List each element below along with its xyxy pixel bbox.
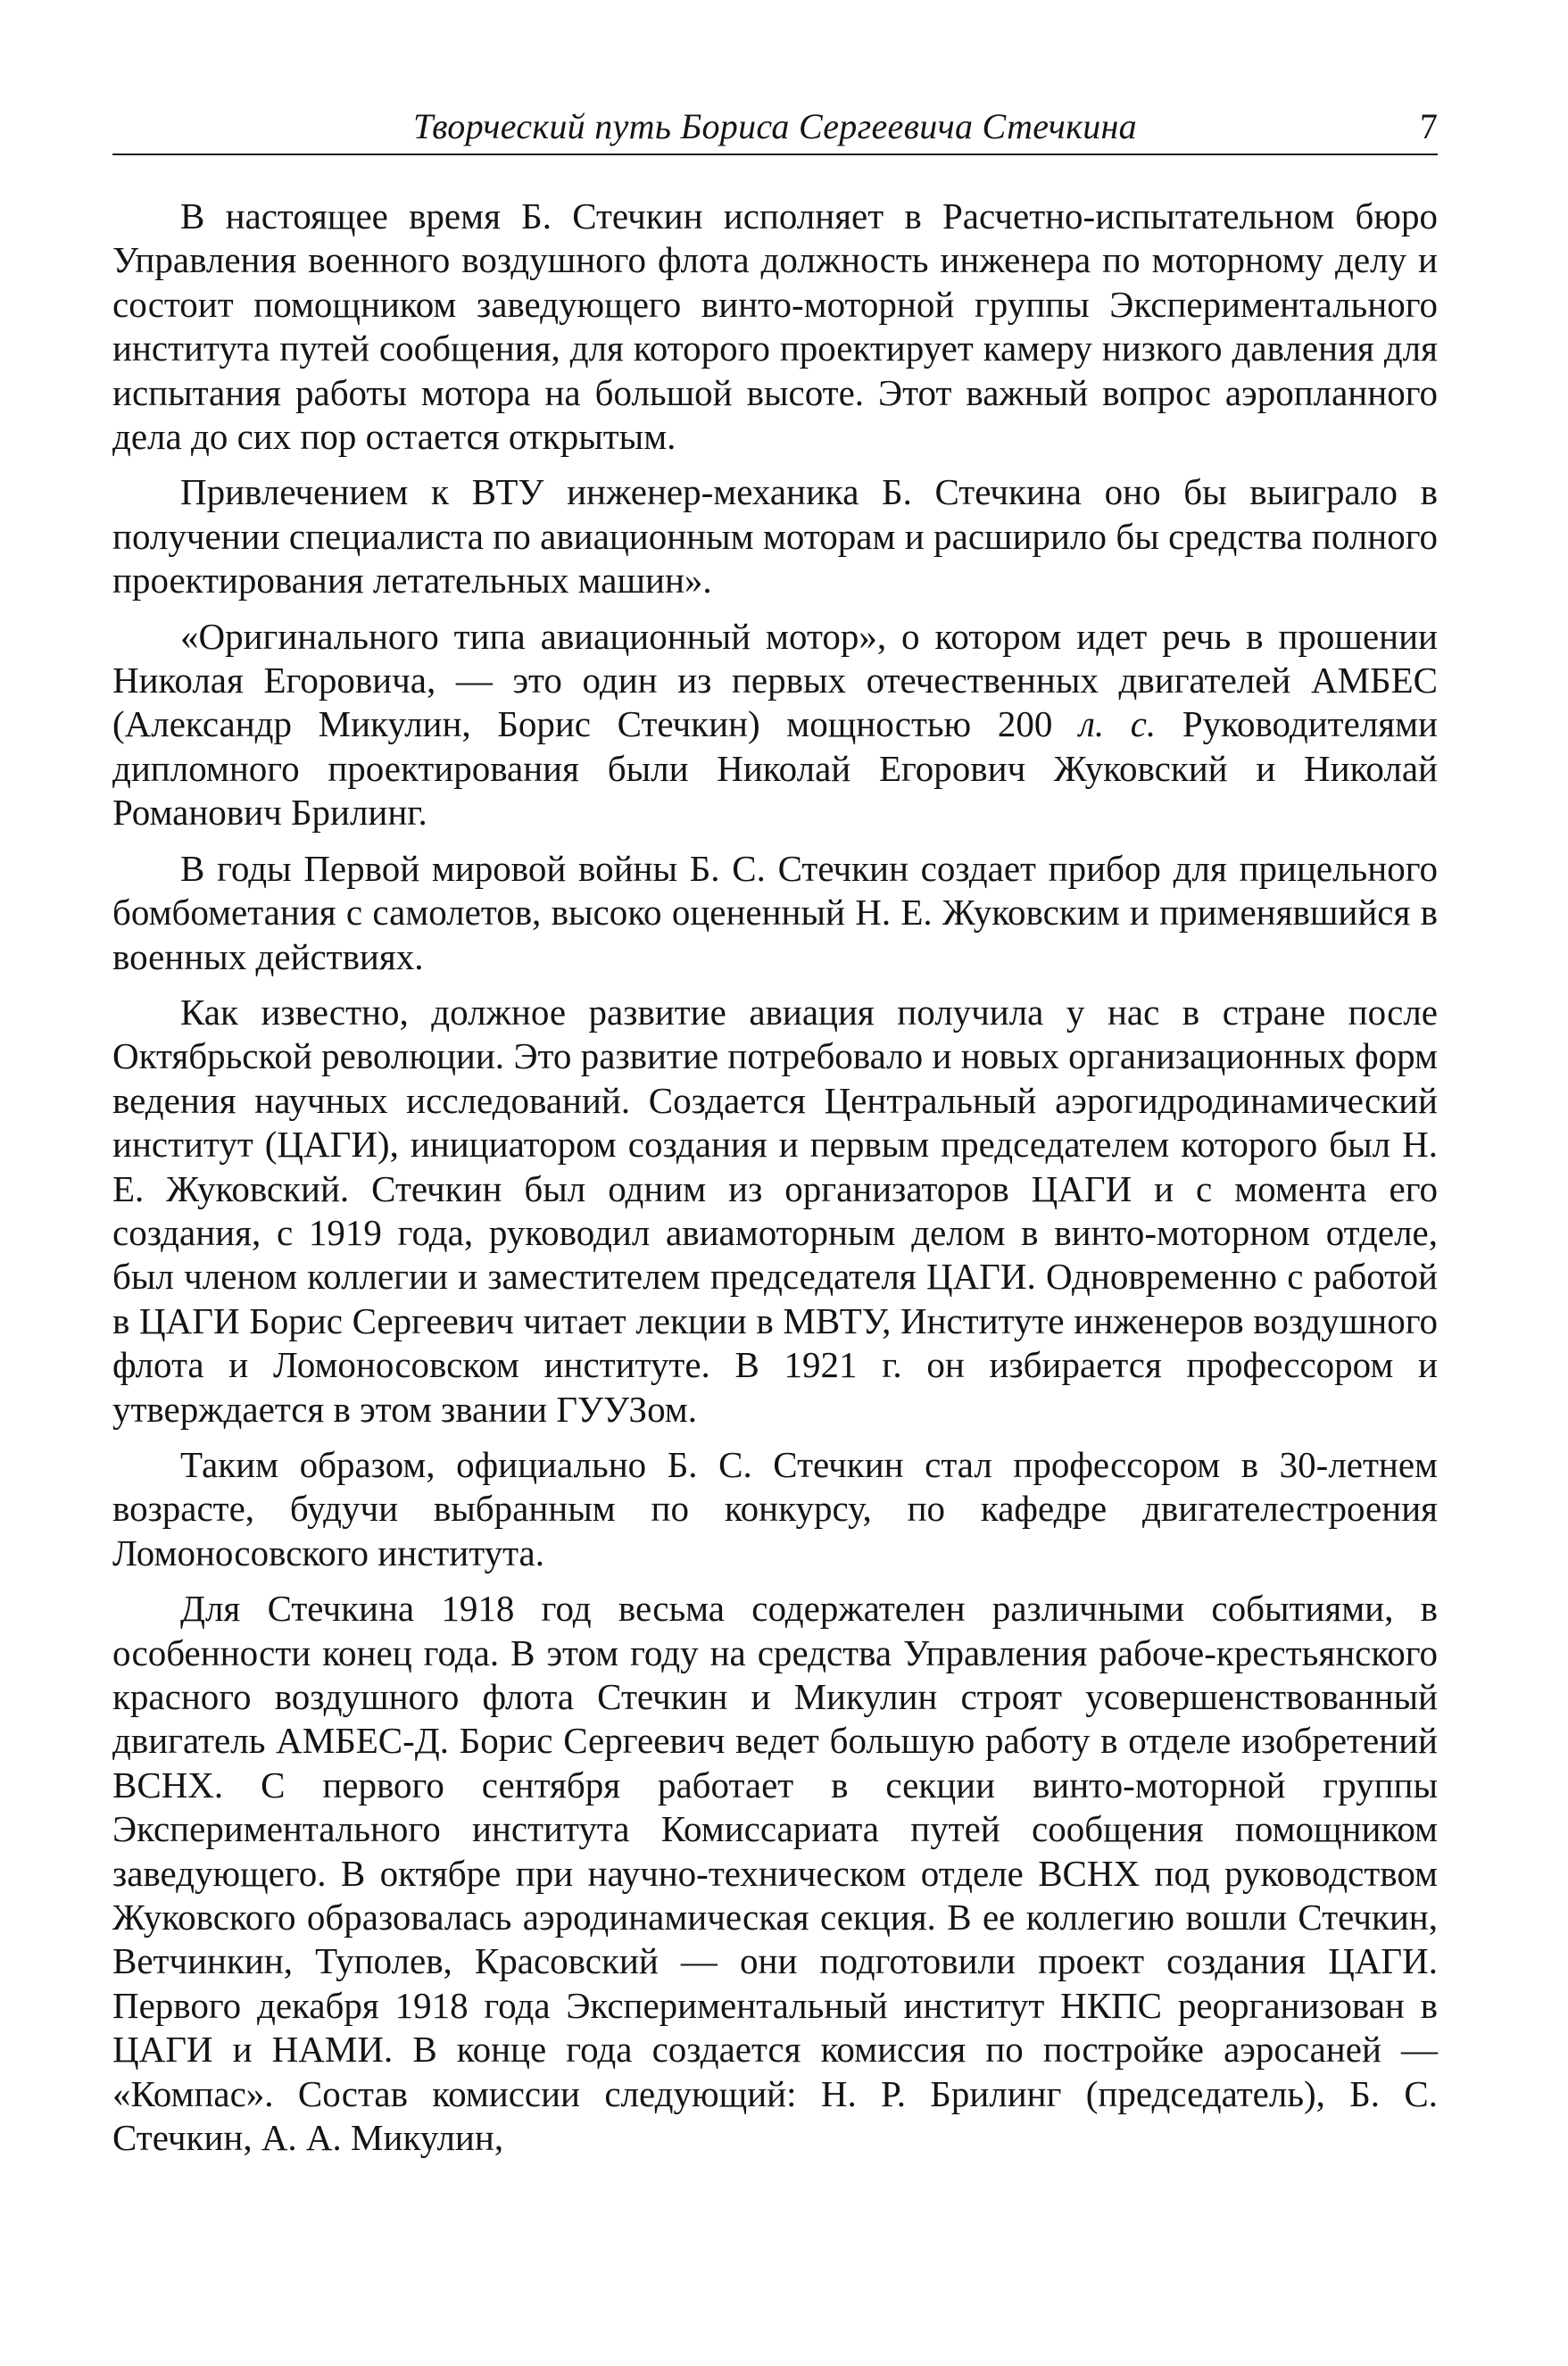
page-number: 7 bbox=[1420, 106, 1438, 146]
body-text bbox=[112, 195, 1438, 2160]
paragraph-3 bbox=[112, 615, 1438, 835]
paragraph-1: В настоящее время Б. Стечкин исполняет в Расчетно-испытательном бюро Управления военного воздушного флота должность инженера по моторному делу и состоит помощником заведующего винто-моторной группы Экспериментального института путей сообщения, для которого проектирует камеру низкого давления для испытания работы мотора на большой высоте. Этот важный вопрос аэропланного дела до сих пор остается открытым. bbox=[112, 195, 1438, 458]
paragraph-4: В годы Первой мировой войны Б. С. Стечкин создает прибор для прицельного бомбометания с самолетов, высоко оцененный Н. Е. Жуковским и применявшийся в военных действиях. bbox=[112, 847, 1438, 977]
paragraph-6: Таким образом, официально Б. С. Стечкин стал профессором в 30-летнем возрасте, будучи выбранным по конкурсу, по кафедре двигателестроения Ломоносовского института. bbox=[112, 1443, 1438, 1573]
book-page bbox=[112, 100, 1438, 2160]
running-title: Творческий путь Бориса Сергеевича Стечкина bbox=[413, 106, 1137, 146]
paragraph-3-part-2: Руководителями дипломного проектирования были Николай Егорович Жуковский и Николай Романович Брилинг. bbox=[112, 703, 1438, 834]
paragraph-7: Для Стечкина 1918 год весьма содержателен различными событиями, в особенности конец года. В этом году на средства Управления рабоче-крестьянского красного воздушного флота Стечкин и Микулин строят усовершенствованный двигатель АМБЕС-Д. Борис Сергеевич ведет большую работу в отделе изобретений ВСНХ. С первого сентября работает в секции винто-моторной группы Экспериментального института Комиссариата путей сообщения помощником заведующего. В октябре при научно-техническом отделе ВСНХ под руководством Жуковского образовалась аэродинамическая секция. В ее коллегию вошли Стечкин, Ветчинкин, Туполев, Красовский — они подготовили проект создания ЦАГИ. Первого декабря 1918 года Экспериментальный институт НКПС реорганизован в ЦАГИ и НАМИ. В конце года создается комиссия по постройке аэросаней — «Компас». Состав комиссии следующий: Н. Р. Брилинг (председатель), Б. С. Стечкин, А. А. Микулин, bbox=[112, 1588, 1438, 2159]
paragraph-3-part-1: «Оригинального типа авиационный мотор», о котором идет речь в прошении Николая Егоровича, — это один из первых отечественных двигателей АМБЕС (Александр Микулин, Борис Стечкин) мощностью 200 bbox=[112, 615, 1438, 745]
horsepower-unit: л. с. bbox=[1078, 703, 1157, 745]
running-header bbox=[112, 100, 1438, 155]
paragraph-5: Как известно, должное развитие авиация получила у нас в стране после Октябрьской революции. Это развитие потребовало и новых организационных форм ведения научных исследований. Создается Центральный аэрогидродинамический институт (ЦАГИ), инициатором создания и первым председателем которого был Н. Е. Жуковский. Стечкин был одним из организаторов ЦАГИ и с момента его создания, с 1919 года, руководил авиамоторным делом в винто-моторном отделе, был членом коллегии и заместителем председателя ЦАГИ. Одновременно с работой в ЦАГИ Борис Сергеевич читает лекции в МВТУ, Институте инженеров воздушного флота и Ломоносовском институте. В 1921 г. он избирается профессором и утверждается в этом звании ГУУЗом. bbox=[112, 991, 1438, 1430]
paragraph-2: Привлечением к ВТУ инженер-механика Б. Стечкина оно бы выиграло в получении специалиста по авиационным моторам и расширило бы средства полного проектирования летательных машин». bbox=[112, 471, 1438, 602]
